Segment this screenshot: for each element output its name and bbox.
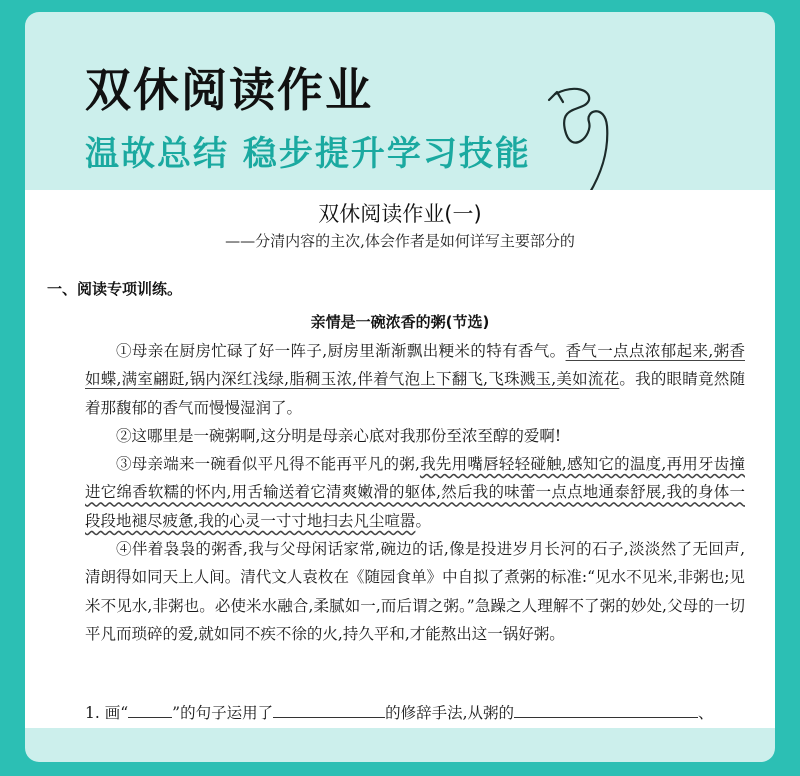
banner-subtitle: 温故总结 稳步提升学习技能 [85,134,531,174]
question-1-text: ”的句子运用了 [172,704,274,722]
paragraph-2: ②这哪里是一碗粥啊,这分明是母亲心底对我那份至浓至醇的爱啊! [116,426,562,445]
answer-blank[interactable] [273,702,385,718]
paragraph-4: ④伴着袅袅的粥香,我与父母闲话家常,碗边的话,像是投进岁月长河的石子,淡淡然了无回声,清朗得如同天上人间。清代文人袁枚在《随园食单》中自拟了煮粥的标准:“见水不见米,非粥也;见米不见水,非粥也。必使米水融合,柔腻如一,而后谓之粥。”急躁之人理解不了粥的妙处,父母的一切平凡而琐碎的爱,就如同不疾不徐的火,持久平和,才能熬出这一锅好粥。 [85,540,745,643]
document-title: 双休阅读作业(一) [318,202,482,226]
answer-blank[interactable] [514,702,698,718]
paragraph-1-end: 。我的眼睛竟然随着那馥郁的香气而慢慢湿润了。 [85,370,745,417]
swirl-decoration-icon [545,82,625,202]
paragraph-1-text: ①母亲在厨房忙碌了好一阵子,厨房里渐渐飘出粳米的特有香气。 [116,342,566,360]
passage-title: 亲情是一碗浓香的粥(节选) [310,313,490,331]
paragraph-1 [85,337,745,422]
paragraph-3-end: 。 [415,511,431,530]
wavy-underlined-sentence: 我先用嘴唇轻轻碰触,感知它的温度,再用牙齿撞进它绵香软糯的怀内,用舌输送着它清爽嫩滑的躯体,然后我的味蕾一点点地通泰舒展,我的身体一段段地褪尽疲惫,我的心灵一寸寸地扫去凡尘喧嚣 [85,455,745,530]
worksheet-paper [25,190,775,728]
document-subtitle: ——分清内容的主次,体会作者是如何详写主要部分的 [225,232,575,250]
question-1-text: 1. 画“ [85,704,129,722]
paragraph-3 [85,450,745,535]
question-1-text: 的修辞手法,从粥的 [385,704,515,722]
question-1 [85,701,765,723]
section-heading: 一、阅读专项训练。 [47,280,183,298]
header-banner [25,12,775,190]
passage-body [85,337,745,648]
paragraph-3-text: ③母亲端来一碗看似平凡得不能再平凡的粥, [116,455,420,474]
underlined-sentence: 香气一点点浓郁起来,粥香如蝶,满室翩跹,锅内深红浅绿,脂稠玉浓,伴着气泡上下翻飞,飞珠溅玉,美如流花 [85,342,745,389]
question-1-text: 、 [698,704,714,722]
footer-bar [25,728,775,762]
banner-title: 双休阅读作业 [85,63,373,117]
answer-blank[interactable] [128,702,172,718]
